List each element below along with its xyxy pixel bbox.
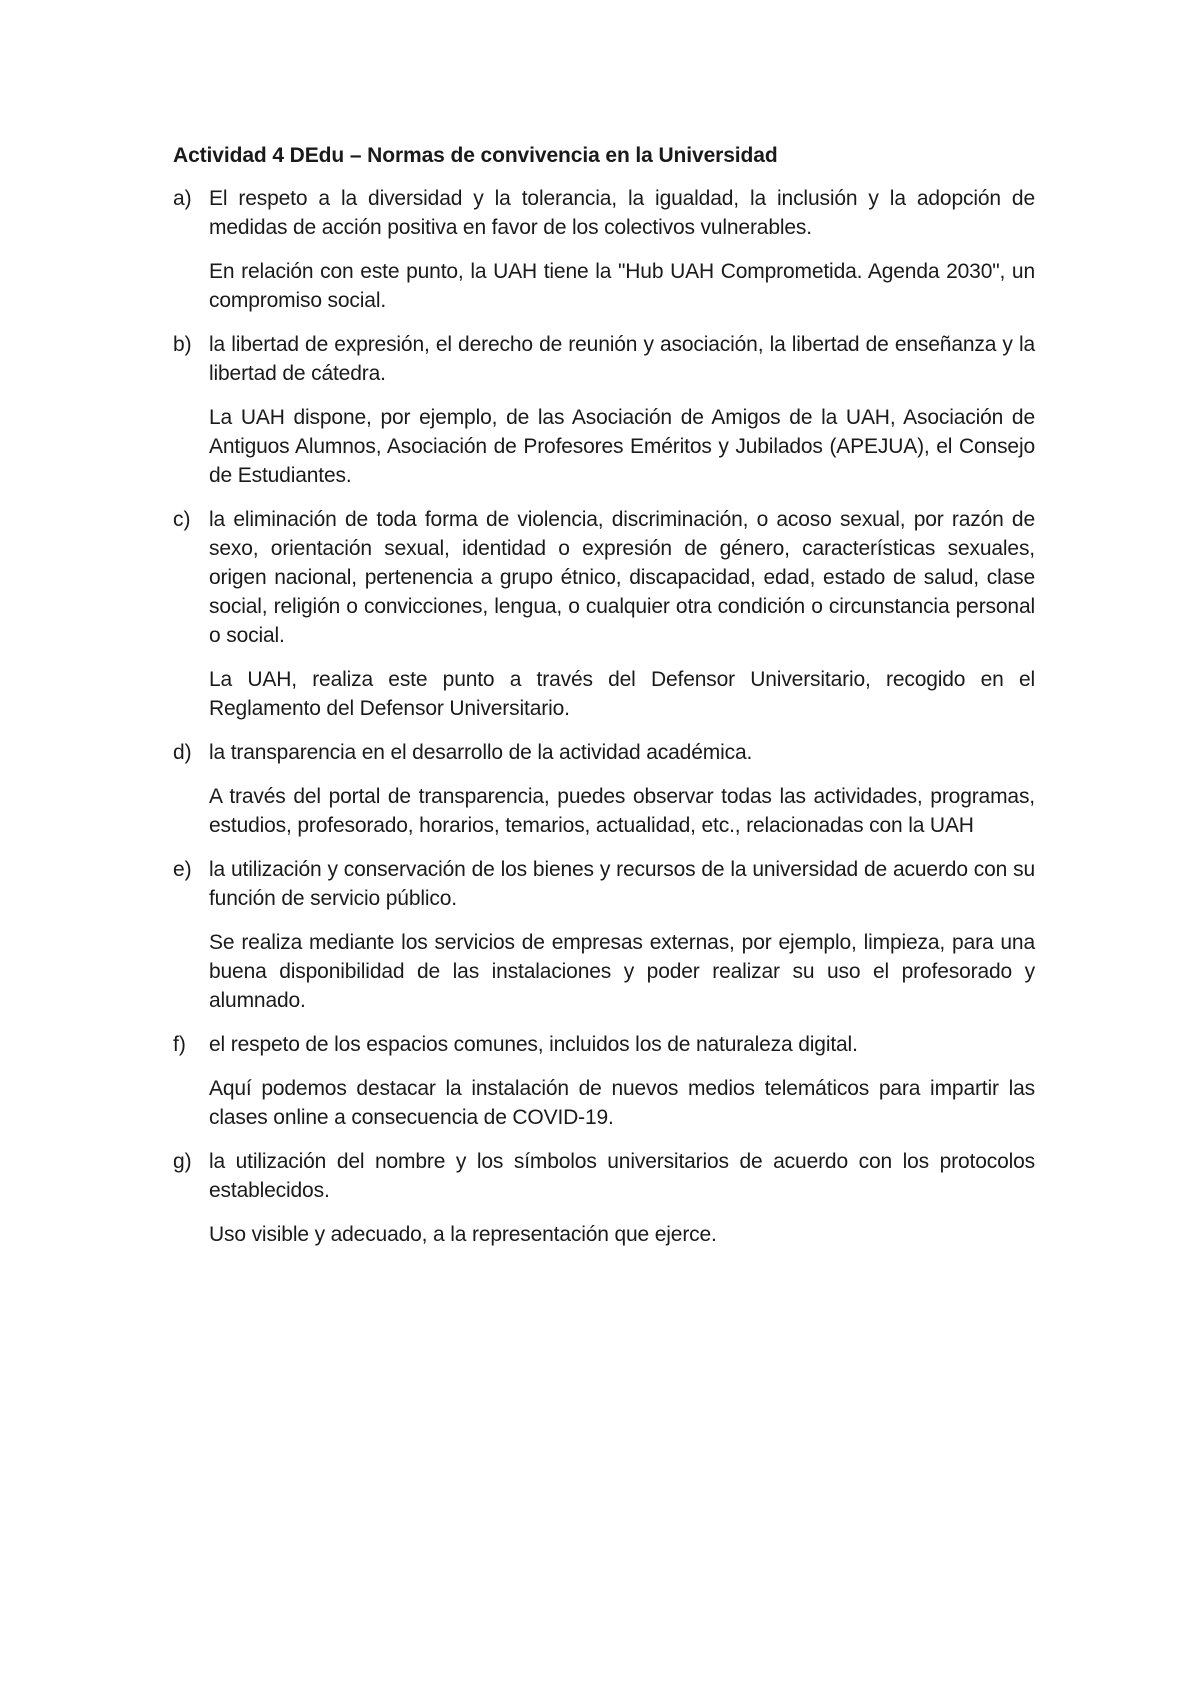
item-statement: la libertad de expresión, el derecho de reunión y asociación, la libertad de enseñanza y la libertad de cátedra.	[209, 333, 1035, 385]
list-marker: f)	[173, 1033, 186, 1056]
item-statement: el respeto de los espacios comunes, incluidos los de naturaleza digital.	[209, 1033, 858, 1056]
item-comment: La UAH, realiza este punto a través del Defensor Universitario, recogido en el Reglamento del Defensor Universitario.	[209, 668, 1035, 720]
item-statement: la transparencia en el desarrollo de la actividad académica.	[209, 741, 753, 764]
list-marker: a)	[173, 187, 192, 210]
item-comment: En relación con este punto, la UAH tiene la "Hub UAH Comprometida. Agenda 2030", un compromiso social.	[209, 260, 1035, 312]
list-item-a	[173, 184, 1035, 315]
list-item-c	[173, 505, 1035, 723]
list-item-d	[173, 738, 1035, 840]
item-comment: Uso visible y adecuado, a la representación que ejerce.	[209, 1223, 717, 1246]
item-comment: Aquí podemos destacar la instalación de nuevos medios telemáticos para impartir las clases online a consecuencia de COVID-19.	[209, 1077, 1035, 1129]
item-statement: la eliminación de toda forma de violencia, discriminación, o acoso sexual, por razón de sexo, orientación sexual, identidad o expresión de género, características sexuales, origen nacional, pertenencia a grupo étnico, discapacidad, edad, estado de salud, clase social, religión o convicciones, lengua, o cualquier otra condición o circunstancia personal o social.	[209, 508, 1035, 647]
list-marker: d)	[173, 741, 192, 764]
item-statement: El respeto a la diversidad y la tolerancia, la igualdad, la inclusión y la adopción de medidas de acción positiva en favor de los colectivos vulnerables.	[209, 187, 1035, 239]
item-statement: la utilización del nombre y los símbolos universitarios de acuerdo con los protocolos establecidos.	[209, 1150, 1035, 1202]
list-marker: c)	[173, 508, 191, 531]
document-title: Actividad 4 DEdu – Normas de convivencia en la Universidad	[173, 144, 778, 167]
list-marker: g)	[173, 1150, 192, 1173]
list-item-e	[173, 855, 1035, 1015]
list-item-g	[173, 1147, 1035, 1249]
item-comment: La UAH dispone, por ejemplo, de las Asociación de Amigos de la UAH, Asociación de Antiguos Alumnos, Asociación de Profesores Eméritos y Jubilados (APEJUA), el Consejo de Estudiantes.	[209, 406, 1035, 487]
list-marker: e)	[173, 858, 192, 881]
item-comment: A través del portal de transparencia, puedes observar todas las actividades, programas, estudios, profesorado, horarios, temarios, actualidad, etc., relacionadas con la UAH	[209, 785, 1035, 837]
list-item-b	[173, 330, 1035, 490]
list-marker: b)	[173, 333, 192, 356]
item-statement: la utilización y conservación de los bienes y recursos de la universidad de acuerdo con su función de servicio público.	[209, 858, 1035, 910]
list-item-f	[173, 1030, 1035, 1132]
document-page	[173, 141, 1035, 1264]
item-comment: Se realiza mediante los servicios de empresas externas, por ejemplo, limpieza, para una buena disponibilidad de las instalaciones y poder realizar su uso el profesorado y alumnado.	[209, 931, 1035, 1012]
